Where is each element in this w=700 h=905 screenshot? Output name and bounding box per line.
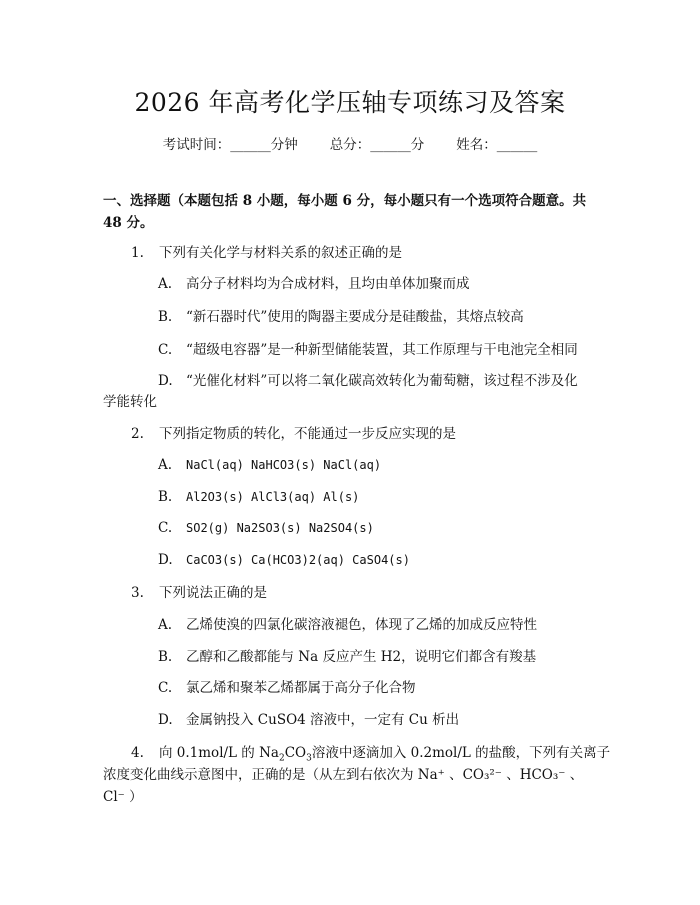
q1-option-a (158, 273, 470, 295)
q1-option-b (158, 306, 524, 328)
question-stem: 下列说法正确的是 (159, 585, 267, 601)
q2-option-b (158, 486, 359, 508)
question-4-line-2: 浓度变化曲线示意图中，正确的是（从左到右依次为 Na⁺ 、CO₃²⁻ 、HCO₃⁻ 、 (103, 767, 584, 783)
option-text: “超级电容器”是一种新型储能装置，其工作原理与干电池完全相同 (186, 342, 578, 358)
option-text: 乙醇和乙酸都能与 Na 反应产生 H2，说明它们都含有羧基 (186, 649, 537, 665)
subscript: 3 (306, 753, 312, 764)
option-label: D. (158, 552, 173, 568)
option-label: A. (158, 617, 173, 633)
option-label: B. (158, 649, 173, 665)
option-text: “新石器时代”使用的陶器主要成分是硅酸盐，其熔点较高 (186, 309, 524, 325)
section-heading: 一、选择题（本题包括 8 小题，每小题 6 分，每小题只有一个选项符合题意。共 48 分。 (103, 193, 587, 231)
option-label: D. (158, 712, 173, 728)
option-text: Al2O3(s) AlCl3(aq) Al(s) (186, 490, 360, 504)
page-title: 2026 年高考化学压轴专项练习及答案 (134, 88, 566, 117)
question-3 (131, 582, 267, 604)
option-text: CaCO3(s) Ca(HCO3)2(aq) CaSO4(s) (186, 553, 410, 567)
q1-option-d-continued: 学能转化 (103, 394, 157, 410)
exam-meta (0, 133, 700, 153)
q2-option-a (158, 454, 381, 476)
q2-option-c (158, 517, 374, 539)
q1-option-c (158, 339, 578, 361)
option-label: C. (158, 342, 173, 358)
question-number: 4. (131, 745, 144, 761)
question-2 (131, 423, 456, 445)
q1-option-d (158, 370, 578, 392)
option-text: “光催化材料”可以将二氧化碳高效转化为葡萄糖，该过程不涉及化 (186, 373, 578, 389)
option-label: C. (158, 680, 173, 696)
option-text: 乙烯使溴的四氯化碳溶液褪色，体现了乙烯的加成反应特性 (186, 617, 537, 633)
option-text: SO2(g) Na2SO3(s) Na2SO4(s) (186, 521, 374, 535)
name-field: 姓名：______ (456, 137, 538, 153)
q3-option-b (158, 646, 536, 668)
question-stem-part: CO (284, 745, 307, 761)
question-stem: 下列指定物质的转化，不能通过一步反应实现的是 (159, 426, 456, 442)
q3-option-c (158, 677, 416, 699)
subscript: 2 (278, 753, 285, 764)
question-number: 2. (131, 426, 144, 442)
time-field: 考试时间：______分钟 (162, 137, 298, 153)
question-stem: 下列有关化学与材料关系的叙述正确的是 (159, 245, 402, 261)
question-stem-part: 溶液中逐滴加入 0.2mol/L 的盐酸，下列有关离子 (311, 745, 611, 761)
option-text: NaCl(aq) NaHCO3(s) NaCl(aq) (186, 458, 382, 472)
option-label: C. (158, 520, 173, 536)
option-label: B. (158, 309, 173, 325)
score-field: 总分：______分 (329, 137, 425, 153)
q3-option-a (158, 614, 537, 636)
q3-option-d (158, 709, 459, 731)
option-text: 氯乙烯和聚苯乙烯都属于高分子化合物 (186, 680, 416, 696)
option-label: D. (158, 373, 173, 389)
question-number: 3. (131, 585, 144, 601)
q2-option-d (158, 549, 410, 571)
option-label: A. (158, 276, 173, 292)
question-stem-part: 向 0.1mol/L 的 Na (159, 745, 279, 761)
option-label: B. (158, 489, 173, 505)
option-label: A. (158, 457, 173, 473)
question-1 (131, 242, 402, 264)
question-4-line-3: Cl⁻ ） (103, 789, 143, 805)
option-text: 金属钠投入 CuSO4 溶液中，一定有 Cu 析出 (186, 712, 460, 728)
option-text: 高分子材料均为合成材料，且均由单体加聚而成 (186, 276, 470, 292)
question-number: 1. (131, 245, 144, 261)
